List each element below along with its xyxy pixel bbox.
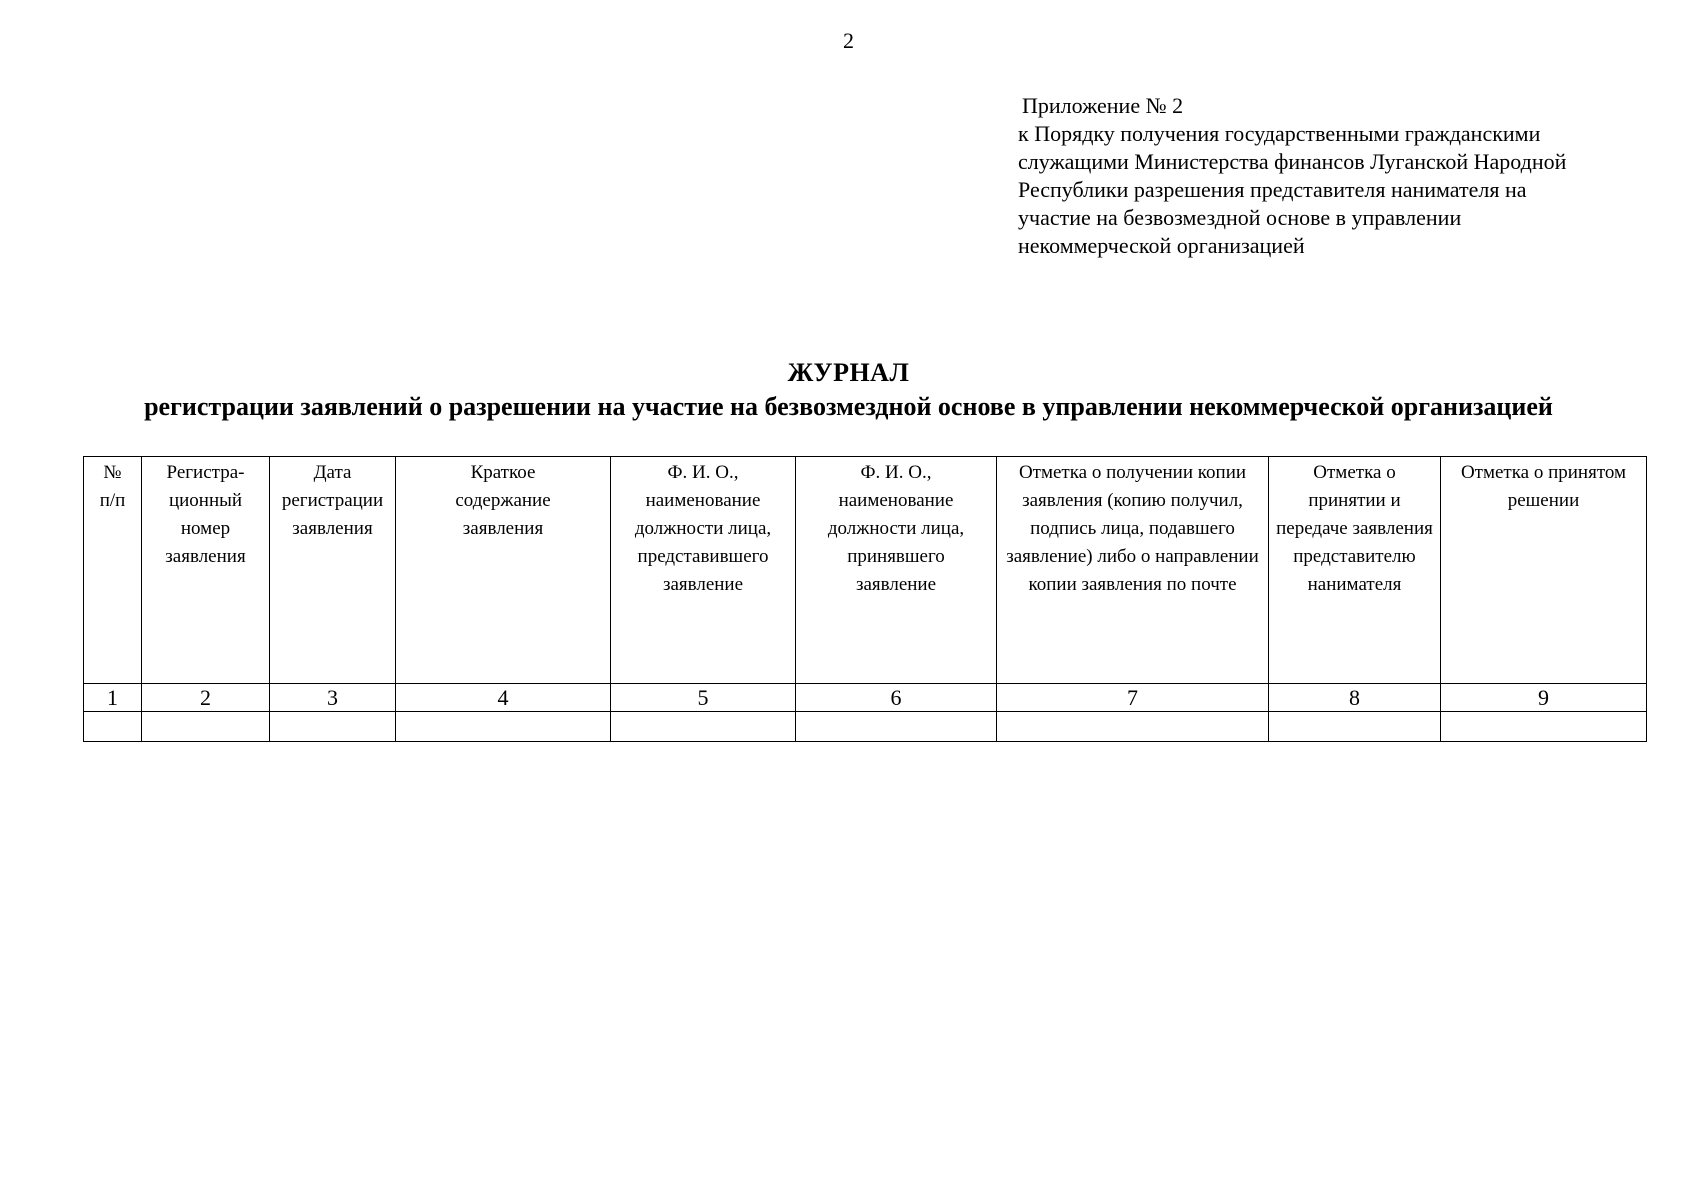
appendix-line: некоммерческой организацией <box>1018 233 1305 258</box>
empty-cell <box>1441 712 1647 742</box>
table-row <box>84 712 1647 742</box>
empty-cell <box>1269 712 1441 742</box>
column-number-cell: 2 <box>142 684 270 712</box>
empty-cell <box>796 712 997 742</box>
column-number-row <box>84 684 1647 712</box>
column-number-cell: 4 <box>396 684 611 712</box>
empty-cell <box>611 712 796 742</box>
appendix-line: служащими Министерства финансов Луганской Народной <box>1018 149 1567 174</box>
journal-table <box>83 456 1647 742</box>
empty-cell <box>142 712 270 742</box>
header-cell-registration-number: Регистра- ционный номер заявления <box>142 457 270 684</box>
empty-cell <box>997 712 1269 742</box>
column-number-cell: 9 <box>1441 684 1647 712</box>
appendix-line: Республики разрешения представителя нанимателя на <box>1018 177 1527 202</box>
header-cell-registration-date: Дата регистрации заявления <box>270 457 396 684</box>
column-number-cell: 5 <box>611 684 796 712</box>
column-number-cell: 1 <box>84 684 142 712</box>
column-number-cell: 6 <box>796 684 997 712</box>
header-cell-decision-mark: Отметка о принятом решении <box>1441 457 1647 684</box>
header-cell-transfer-mark: Отметка о принятии и передаче заявления представителю нанимателя <box>1269 457 1441 684</box>
header-cell-submitter: Ф. И. О., наименование должности лица, представившего заявление <box>611 457 796 684</box>
empty-cell <box>84 712 142 742</box>
appendix-block <box>1018 92 1668 260</box>
appendix-title: Приложение № 2 <box>1022 93 1184 118</box>
page-number: 2 <box>843 28 854 53</box>
header-cell-summary: Краткое содержание заявления <box>396 457 611 684</box>
empty-cell <box>396 712 611 742</box>
appendix-line: участие на безвозмездной основе в управлении <box>1018 205 1462 230</box>
header-cell-number: № п/п <box>84 457 142 684</box>
column-number-cell: 8 <box>1269 684 1441 712</box>
header-cell-copy-mark: Отметка о получении копии заявления (копию получил, подпись лица, подавшего заявление) либо о направлении копии заявления по почте <box>997 457 1269 684</box>
empty-cell <box>270 712 396 742</box>
journal-title: ЖУРНАЛ <box>787 358 910 387</box>
appendix-line: к Порядку получения государственными гражданскими <box>1018 121 1541 146</box>
header-row <box>84 457 1647 684</box>
column-number-cell: 7 <box>997 684 1269 712</box>
column-number-cell: 3 <box>270 684 396 712</box>
header-cell-receiver: Ф. И. О., наименование должности лица, принявшего заявление <box>796 457 997 684</box>
journal-subtitle: регистрации заявлений о разрешении на участие на безвозмездной основе в управлении некоммерческой организацией <box>144 392 1553 421</box>
